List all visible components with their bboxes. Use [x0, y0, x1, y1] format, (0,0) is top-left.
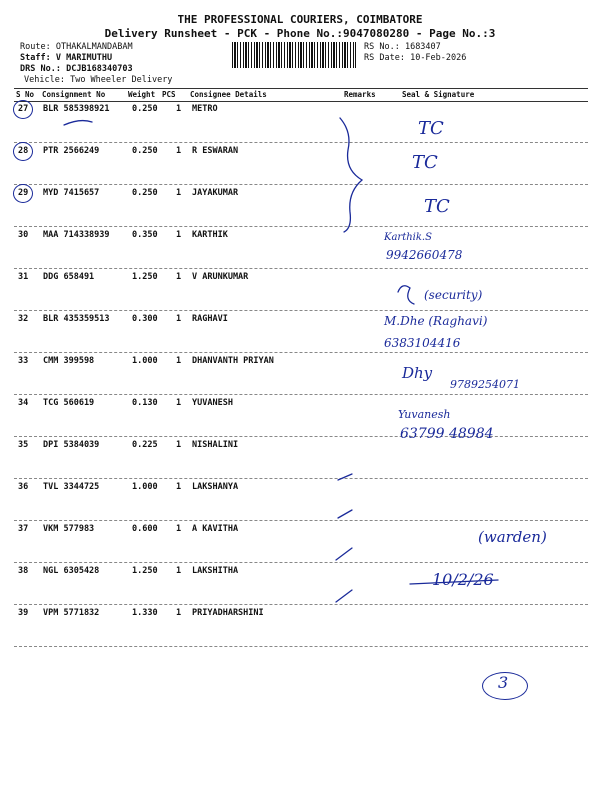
col-pcs: PCS — [162, 90, 176, 99]
row-pcs: 1 — [176, 272, 182, 282]
col-consignment: Consignment No — [42, 90, 106, 99]
row-weight: 0.250 — [132, 188, 158, 198]
row-pcs: 1 — [176, 356, 182, 366]
table-row — [14, 142, 588, 185]
route-label: Route: — [20, 42, 51, 52]
row-weight: 1.250 — [132, 566, 158, 576]
hw-dhy-signature: Dhy — [402, 364, 433, 382]
drs-label: DRS No.: — [20, 64, 61, 74]
table-row — [14, 226, 588, 269]
runsheet-subtitle: Delivery Runsheet - PCK - Phone No.:9047080280 - Page No.:3 — [104, 27, 496, 40]
vehicle-line — [24, 75, 172, 85]
row-consignee: R ESWARAN — [192, 146, 239, 156]
row-weight: 1.000 — [132, 356, 158, 366]
row-consignment: NGL 6305428 — [43, 566, 100, 576]
row-pcs: 1 — [176, 146, 182, 156]
rs-date-value: 10-Feb-2026 — [410, 53, 467, 63]
row-sno: 39 — [18, 608, 29, 618]
row-pcs: 1 — [176, 398, 182, 408]
row-weight: 0.600 — [132, 524, 158, 534]
row-sno: 35 — [18, 440, 29, 450]
row-sno: 33 — [18, 356, 29, 366]
col-weight: Weight — [128, 90, 156, 99]
company-title: THE PROFESSIONAL COURIERS, COIMBATORE — [177, 13, 423, 26]
hw-karthik-phone: 9942660478 — [386, 248, 463, 262]
row-consignee: JAYAKUMAR — [192, 188, 239, 198]
hw-tc-3: TC — [424, 196, 450, 217]
row-consignment: BLR 435359513 — [43, 314, 110, 324]
hw-page-number: 3 — [498, 673, 509, 692]
rs-no-label: RS No.: — [364, 42, 400, 52]
row-weight: 1.250 — [132, 272, 158, 282]
table-row — [14, 394, 588, 437]
staff-label: Staff: — [20, 53, 51, 63]
row-consignment: BLR 585398921 — [43, 104, 110, 114]
hw-yuvanesh: Yuvanesh — [398, 408, 451, 421]
row-weight: 0.350 — [132, 230, 158, 240]
table-row — [14, 604, 588, 647]
circle-mark-27 — [13, 100, 33, 119]
rs-no-line — [364, 42, 441, 52]
col-sno: S No — [16, 90, 35, 99]
row-consignee: PRIYADHARSHINI — [192, 608, 264, 618]
rs-date-label: RS Date: — [364, 53, 405, 63]
circle-mark-28 — [13, 142, 33, 161]
row-consignee: V ARUNKUMAR — [192, 272, 249, 282]
row-consignment: DDG 658491 — [43, 272, 95, 282]
row-consignment: VKM 577983 — [43, 524, 95, 534]
row-consignment: TCG 560619 — [43, 398, 95, 408]
hw-raghavi-phone: 6383104416 — [384, 336, 461, 350]
row-consignment: MYD 7415657 — [43, 188, 100, 198]
row-consignee: LAKSHITHA — [192, 566, 239, 576]
row-consignment: MAA 714338939 — [43, 230, 110, 240]
row-sno: 34 — [18, 398, 29, 408]
barcode-image — [232, 42, 356, 68]
row-pcs: 1 — [176, 482, 182, 492]
staff-line — [20, 53, 112, 63]
hw-raghavi-sign: M.Dhe (Raghavi) — [384, 314, 488, 328]
row-consignment: TVL 3344725 — [43, 482, 100, 492]
route-value: OTHAKALMANDABAM — [55, 42, 133, 52]
table-row — [14, 478, 588, 521]
row-consignment: CMM 399598 — [43, 356, 95, 366]
col-seal: Seal & Signature — [402, 90, 475, 99]
table-row — [14, 562, 588, 605]
row-sno: 30 — [18, 230, 29, 240]
rs-date-line — [364, 53, 466, 63]
col-consignee: Consignee Details — [190, 90, 267, 99]
row-sno: 27 — [18, 104, 29, 114]
row-weight: 0.225 — [132, 440, 158, 450]
route-line — [20, 42, 133, 52]
table-row — [14, 310, 588, 353]
row-sno: 32 — [18, 314, 29, 324]
row-consignee: RAGHAVI — [192, 314, 228, 324]
table-row — [14, 268, 588, 311]
row-weight: 0.250 — [132, 146, 158, 156]
row-consignee: LAKSHANYA — [192, 482, 239, 492]
row-sno: 29 — [18, 188, 29, 198]
row-consignment: PTR 2566249 — [43, 146, 100, 156]
rs-no-value: 1683407 — [404, 42, 441, 52]
row-pcs: 1 — [176, 608, 182, 618]
vehicle-value: Two Wheeler Delivery — [70, 75, 173, 85]
row-consignee: METRO — [192, 104, 218, 114]
row-pcs: 1 — [176, 566, 182, 576]
hw-karthik-name: Karthik.S — [384, 232, 432, 243]
table-row — [14, 184, 588, 227]
row-pcs: 1 — [176, 440, 182, 450]
row-sno: 37 — [18, 524, 29, 534]
row-weight: 0.300 — [132, 314, 158, 324]
drs-value: DCJB168340703 — [66, 64, 133, 74]
row-sno: 36 — [18, 482, 29, 492]
row-pcs: 1 — [176, 230, 182, 240]
row-consignee: A KAVITHA — [192, 524, 239, 534]
hw-tc-2: TC — [412, 152, 438, 173]
circle-mark-29 — [13, 184, 33, 203]
row-weight: 0.130 — [132, 398, 158, 408]
row-sno: 31 — [18, 272, 29, 282]
row-sno: 38 — [18, 566, 29, 576]
table-row — [14, 436, 588, 479]
staff-value: V MARIMUTHU — [55, 53, 113, 63]
hw-warden: (warden) — [478, 528, 547, 546]
hw-dhy-phone: 9789254071 — [450, 378, 520, 391]
row-consignment: VPM 5771832 — [43, 608, 100, 618]
drs-line — [20, 64, 133, 74]
row-weight: 1.000 — [132, 482, 158, 492]
hw-yuvanesh-phone: 63799 48984 — [400, 426, 494, 442]
col-remarks: Remarks — [344, 90, 376, 99]
hw-date: 10/2/26 — [432, 570, 494, 589]
row-consignee: KARTHIK — [192, 230, 228, 240]
row-pcs: 1 — [176, 314, 182, 324]
row-sno: 28 — [18, 146, 29, 156]
hw-security: (security) — [424, 288, 483, 302]
row-consignee: NISHALINI — [192, 440, 239, 450]
row-consignment: DPI 5384039 — [43, 440, 100, 450]
vehicle-label: Vehicle: — [24, 75, 65, 85]
row-consignee: YUVANESH — [192, 398, 233, 408]
row-consignee: DHANVANTH PRIYAN — [192, 356, 274, 366]
row-pcs: 1 — [176, 524, 182, 534]
row-weight: 0.250 — [132, 104, 158, 114]
table-row — [14, 100, 588, 143]
row-pcs: 1 — [176, 104, 182, 114]
hw-tc-1: TC — [418, 118, 444, 139]
row-pcs: 1 — [176, 188, 182, 198]
row-weight: 1.330 — [132, 608, 158, 618]
